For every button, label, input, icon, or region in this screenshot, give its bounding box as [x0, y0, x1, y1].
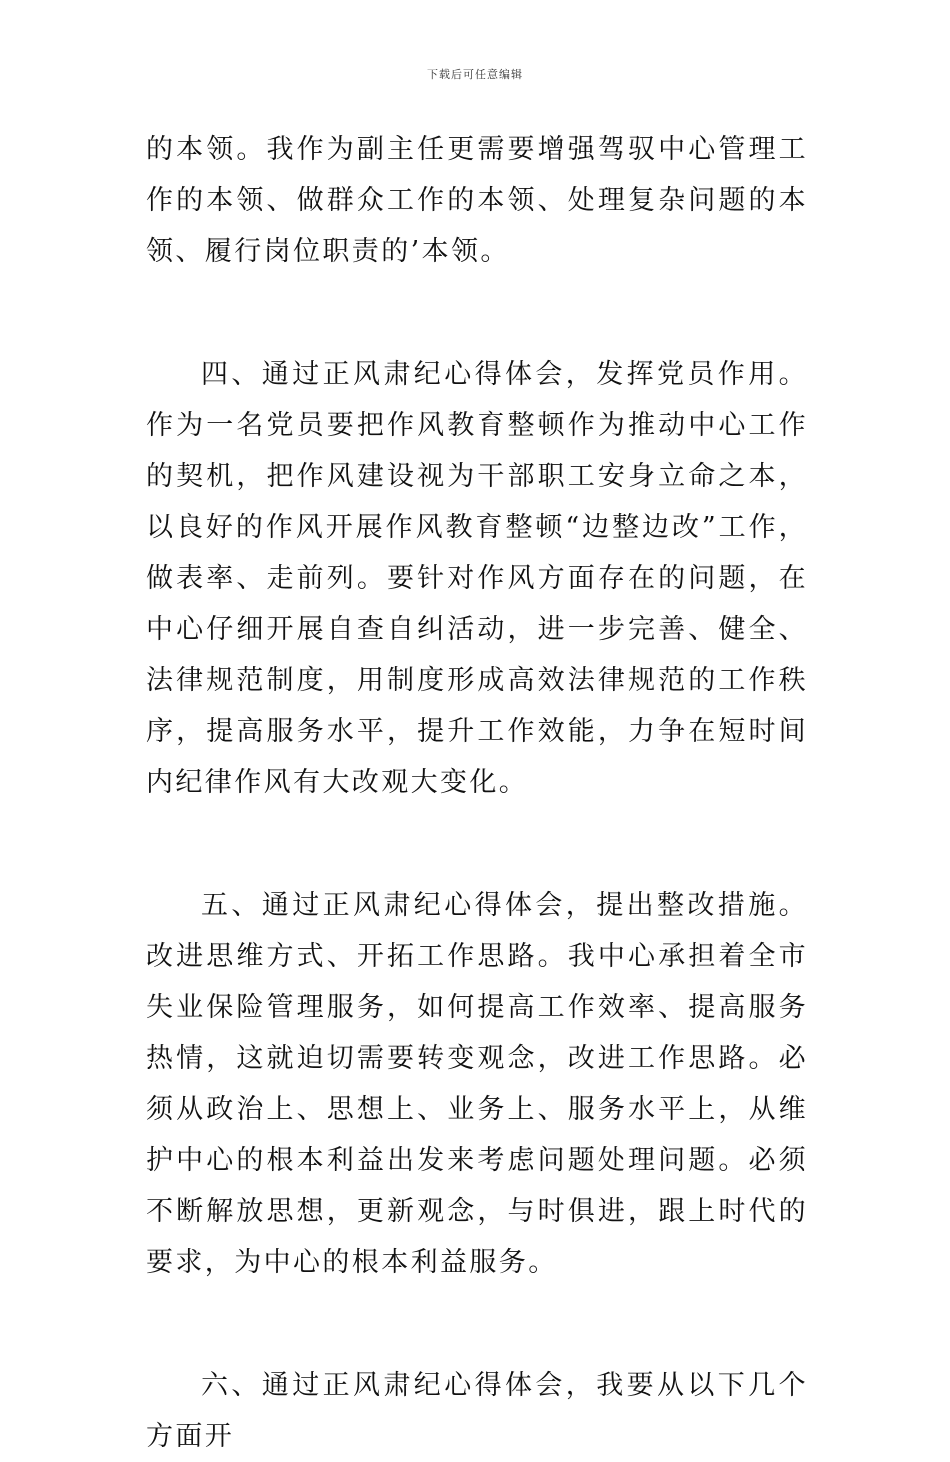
paragraph-section-five: 五、通过正风肃纪心得体会，提出整改措施。改进思维方式、开拓工作思路。我中心承担着全市失业保险管理服务，如何提高工作效率、提高服务热情，这就迫切需要转变观念，改进工作思路。必须从政治上、思想上、业务上、服务水平上，从维护中心的根本利益出发来考虑问题处理问题。必须不断解放思想，更新观念，与时俱进，跟上时代的要求，为中心的根本利益服务。: [146, 890, 808, 1278]
paragraph-gap: [146, 808, 808, 880]
paragraph-section-four: 四、通过正风肃纪心得体会，发挥党员作用。作为一名党员要把作风教育整顿作为推动中心工作的契机，把作风建设视为干部职工安身立命之本，以良好的作风开展作风教育整顿“边整边改”工作，做表率、走前列。要针对作风方面存在的问题，在中心仔细开展自查自纠活动，进一步完善、健全、法律规范制度，用制度形成高效法律规范的工作秩序，提高服务水平，提升工作效能，力争在短时间内纪律作风有大改观大变化。: [146, 359, 808, 798]
paragraph-section-six: 六、通过正风肃纪心得体会，我要从以下几个方面开: [146, 1370, 808, 1452]
paragraph-continuation: 的本领。我作为副主任更需要增强驾驭中心管理工作的本领、做群众工作的本领、处理复杂问题的本领、履行岗位职责的’本领。: [146, 134, 808, 267]
document-body: [146, 124, 808, 1462]
paragraph-gap: [146, 1288, 808, 1360]
page-header-note: 下载后可任意编辑: [427, 68, 523, 81]
paragraph-gap: [146, 277, 808, 349]
